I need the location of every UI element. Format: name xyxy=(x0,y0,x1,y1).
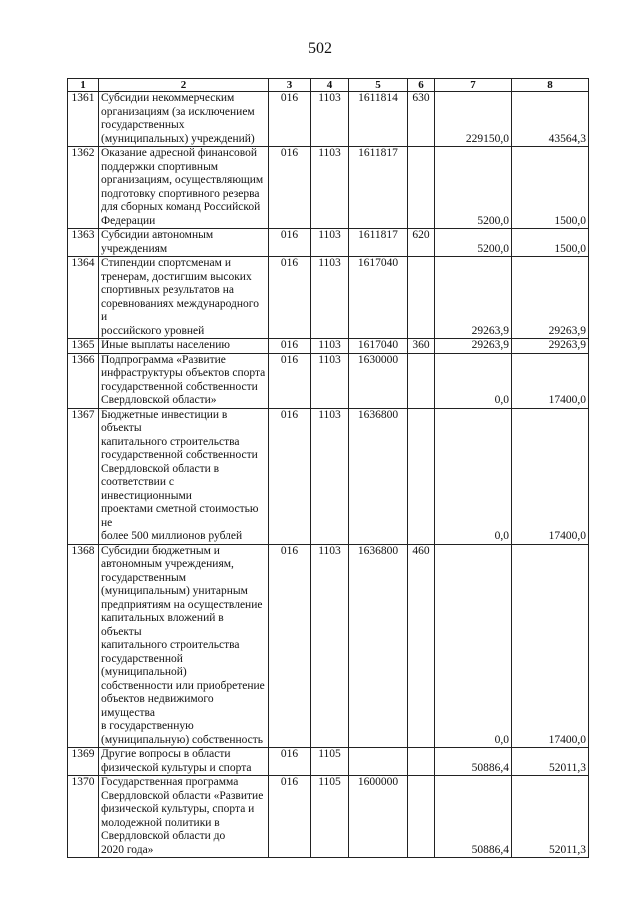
expense-type-cell xyxy=(408,408,435,544)
ministry-code-cell xyxy=(269,92,311,147)
description-text: Субсидии некоммерческим организациям (за исключением государственных (муниципальных) учреждений) xyxy=(101,92,255,145)
table-row xyxy=(68,748,589,776)
amount-year2-text: 1500,0 xyxy=(554,242,586,255)
expense-type-text: 630 xyxy=(412,92,430,104)
section-code-text: 1105 xyxy=(318,776,341,788)
target-article-cell xyxy=(349,229,408,257)
row-number-cell xyxy=(68,353,99,408)
amount-year2-text: 17400,0 xyxy=(548,394,586,406)
ministry-code-text: 016 xyxy=(280,748,299,760)
description-text: Подпрограмма «Развитие инфраструктуры объектов спорта государственной собственности Свердловской области» xyxy=(101,353,266,406)
expense-type-cell xyxy=(408,339,435,354)
section-code-cell xyxy=(311,776,349,858)
description-cell xyxy=(99,147,269,229)
target-article-cell xyxy=(349,353,408,408)
section-code-text: 1103 xyxy=(318,257,341,269)
amount-year2-cell xyxy=(512,229,589,257)
table-row xyxy=(68,147,589,229)
amount-year2-cell xyxy=(512,544,589,748)
ministry-code-cell xyxy=(269,408,311,544)
section-code-cell xyxy=(311,257,349,339)
row-number-text: 1365 xyxy=(71,339,95,351)
target-article-text: 1636800 xyxy=(357,544,399,557)
section-code-text: 1103 xyxy=(318,229,341,241)
amount-year1-cell xyxy=(435,147,512,229)
amount-year2-text: 1500,0 xyxy=(554,214,586,227)
target-article-text: 1611817 xyxy=(358,229,398,241)
amount-year2-cell xyxy=(512,257,589,339)
description-text: Иные выплаты населению xyxy=(101,339,230,351)
header-cell: 2 xyxy=(99,79,269,92)
amount-year1-text: 5200,0 xyxy=(477,214,509,227)
row-number-text: 1369 xyxy=(71,748,95,760)
amount-year2-cell xyxy=(512,408,589,544)
row-number-cell xyxy=(68,408,99,544)
description-text: Другие вопросы в области физической культуры и спорта xyxy=(101,748,252,774)
row-number-cell xyxy=(68,92,99,147)
expense-type-cell xyxy=(408,257,435,339)
page-number: 502 xyxy=(308,40,332,57)
row-number-cell xyxy=(68,544,99,748)
row-number-cell xyxy=(68,147,99,229)
table-row xyxy=(68,544,589,748)
description-cell xyxy=(99,353,269,408)
description-text: Государственная программа Свердловской области «Развитие физической культуры, спорта и молодежной политики в Свердловской области до 2020 года» xyxy=(101,776,264,856)
description-cell xyxy=(99,92,269,147)
row-number-text: 1370 xyxy=(71,776,95,788)
amount-year2-cell xyxy=(512,147,589,229)
amount-year2-text: 17400,0 xyxy=(548,530,586,542)
amount-year2-cell xyxy=(512,353,589,408)
target-article-cell xyxy=(349,776,408,858)
description-cell xyxy=(99,339,269,354)
amount-year1-text: 5200,0 xyxy=(477,242,509,255)
table-row xyxy=(68,339,589,354)
amount-year1-cell xyxy=(435,257,512,339)
ministry-code-text: 016 xyxy=(280,92,299,104)
row-number-cell xyxy=(68,339,99,354)
amount-year1-cell xyxy=(435,339,512,354)
ministry-code-text: 016 xyxy=(280,229,299,241)
target-article-cell xyxy=(349,408,408,544)
row-number-text: 1363 xyxy=(71,229,95,241)
target-article-text: 1617040 xyxy=(357,339,399,351)
row-number-cell xyxy=(68,257,99,339)
table-row xyxy=(68,257,589,339)
row-number-text: 1364 xyxy=(71,257,95,269)
target-article-cell xyxy=(349,92,408,147)
expense-type-cell xyxy=(408,353,435,408)
target-article-text: 1600000 xyxy=(357,776,399,788)
description-text: Оказание адресной финансовой поддержки спортивным организациям, осуществляющим подготовку спортивного резерва для сборных команд Российской Федерации xyxy=(101,147,264,227)
section-code-text: 1103 xyxy=(318,544,341,557)
expense-type-cell xyxy=(408,748,435,776)
ministry-code-text: 016 xyxy=(280,339,299,351)
amount-year1-cell xyxy=(435,748,512,776)
section-code-text: 1103 xyxy=(318,353,341,366)
ministry-code-text: 016 xyxy=(280,147,299,159)
amount-year1-cell xyxy=(435,408,512,544)
header-cell: 5 xyxy=(349,79,408,92)
expense-type-cell xyxy=(408,776,435,858)
amount-year1-cell xyxy=(435,229,512,257)
description-cell xyxy=(99,229,269,257)
amount-year1-text: 29263,9 xyxy=(471,339,509,351)
budget-table xyxy=(67,78,589,858)
amount-year2-text: 43564,3 xyxy=(548,132,586,145)
target-article-cell xyxy=(349,544,408,748)
amount-year2-text: 29263,9 xyxy=(548,324,586,337)
amount-year2-cell xyxy=(512,776,589,858)
ministry-code-cell xyxy=(269,748,311,776)
target-article-cell xyxy=(349,748,408,776)
expense-type-text: 620 xyxy=(412,229,430,241)
amount-year2-text: 29263,9 xyxy=(548,339,586,351)
ministry-code-text: 016 xyxy=(280,353,299,366)
expense-type-cell xyxy=(408,544,435,748)
amount-year2-cell xyxy=(512,748,589,776)
target-article-text: 1611817 xyxy=(358,147,398,159)
amount-year1-text: 29263,9 xyxy=(471,324,509,337)
row-number-cell xyxy=(68,229,99,257)
amount-year1-text: 0,0 xyxy=(494,530,509,542)
description-text: Субсидии бюджетным и автономным учреждениям, государственным (муниципальным) унитарным предприятиям на осуществление капитальных вложений в объекты капитального строительства государственной (муниципальной) собственности или приобретение объектов недвижимого имущества в государственную (муниципальную) собственность xyxy=(101,544,265,746)
expense-type-cell xyxy=(408,147,435,229)
header-cell: 1 xyxy=(68,79,99,92)
amount-year1-text: 50886,4 xyxy=(471,761,509,774)
row-number-text: 1362 xyxy=(71,147,95,159)
section-code-text: 1103 xyxy=(318,408,341,421)
section-code-cell xyxy=(311,544,349,748)
table-row xyxy=(68,92,589,147)
section-code-cell xyxy=(311,147,349,229)
section-code-text: 1103 xyxy=(318,147,341,159)
target-article-cell xyxy=(349,147,408,229)
ministry-code-text: 016 xyxy=(280,408,299,421)
amount-year2-cell xyxy=(512,92,589,147)
ministry-code-cell xyxy=(269,339,311,354)
amount-year1-text: 0,0 xyxy=(494,394,509,406)
expense-type-text: 360 xyxy=(412,339,430,351)
amount-year2-text: 52011,3 xyxy=(549,761,586,774)
amount-year2-text: 17400,0 xyxy=(548,733,586,746)
amount-year1-cell xyxy=(435,544,512,748)
section-code-cell xyxy=(311,229,349,257)
expense-type-text: 460 xyxy=(412,544,430,557)
section-code-cell xyxy=(311,748,349,776)
section-code-cell xyxy=(311,408,349,544)
description-cell xyxy=(99,408,269,544)
amount-year1-text: 229150,0 xyxy=(465,132,509,145)
description-cell xyxy=(99,748,269,776)
ministry-code-text: 016 xyxy=(280,544,299,557)
target-article-text: 1617040 xyxy=(357,257,399,269)
ministry-code-cell xyxy=(269,229,311,257)
amount-year1-cell xyxy=(435,353,512,408)
ministry-code-text: 016 xyxy=(280,776,299,788)
section-code-cell xyxy=(311,92,349,147)
amount-year1-text: 50886,4 xyxy=(471,843,509,856)
description-cell xyxy=(99,257,269,339)
row-number-text: 1366 xyxy=(71,353,95,366)
table-row xyxy=(68,776,589,858)
expense-type-cell xyxy=(408,229,435,257)
header-cell: 7 xyxy=(435,79,512,92)
ministry-code-cell xyxy=(269,257,311,339)
row-number-cell xyxy=(68,748,99,776)
header-cell: 6 xyxy=(408,79,435,92)
description-text: Бюджетные инвестиции в объекты капитального строительства государственной собственности Свердловской области в соответствии с инвестиционными проектами сметной стоимостью не более 500 миллионов рублей xyxy=(101,408,259,542)
table-row xyxy=(68,229,589,257)
header-cell: 8 xyxy=(512,79,589,92)
amount-year2-cell xyxy=(512,339,589,354)
ministry-code-cell xyxy=(269,776,311,858)
section-code-cell xyxy=(311,353,349,408)
target-article-text: 1611814 xyxy=(358,92,398,104)
row-number-text: 1361 xyxy=(71,92,95,104)
amount-year1-cell xyxy=(435,776,512,858)
target-article-text: 1636800 xyxy=(357,408,399,421)
header-cell: 3 xyxy=(269,79,311,92)
description-cell xyxy=(99,776,269,858)
description-cell xyxy=(99,544,269,748)
ministry-code-cell xyxy=(269,544,311,748)
section-code-text: 1103 xyxy=(318,92,341,104)
amount-year2-text: 52011,3 xyxy=(549,843,586,856)
row-number-cell xyxy=(68,776,99,858)
amount-year1-text: 0,0 xyxy=(494,733,509,746)
section-code-text: 1105 xyxy=(318,748,341,760)
section-code-text: 1103 xyxy=(318,339,341,351)
table-row xyxy=(68,408,589,544)
target-article-cell xyxy=(349,257,408,339)
ministry-code-cell xyxy=(269,147,311,229)
description-text: Субсидии автономным учреждениям xyxy=(101,229,214,255)
target-article-text: 1630000 xyxy=(357,353,399,366)
header-row xyxy=(68,79,589,92)
target-article-cell xyxy=(349,339,408,354)
row-number-text: 1368 xyxy=(71,544,95,557)
row-number-text: 1367 xyxy=(71,408,95,421)
amount-year1-cell xyxy=(435,92,512,147)
header-cell: 4 xyxy=(311,79,349,92)
ministry-code-cell xyxy=(269,353,311,408)
description-text: Стипендии спортсменам и тренерам, достигшим высоких спортивных результатов на соревнованиях международного и российского уровней xyxy=(101,257,259,337)
expense-type-cell xyxy=(408,92,435,147)
ministry-code-text: 016 xyxy=(280,257,299,269)
table-row xyxy=(68,353,589,408)
section-code-cell xyxy=(311,339,349,354)
